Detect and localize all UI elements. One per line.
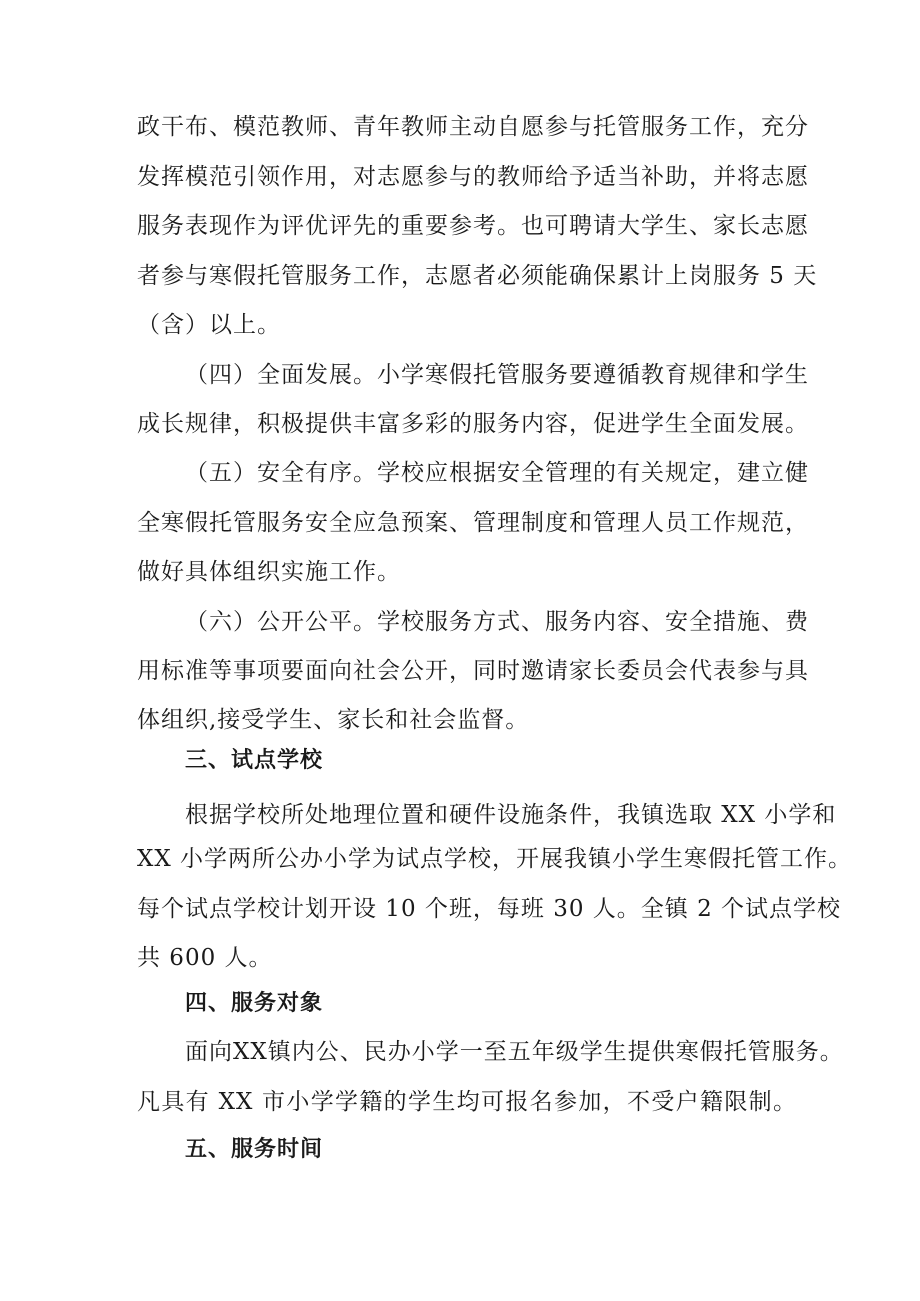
body-line: 服务表现作为评优评先的重要参考。也可聘请大学生、家长志愿 [137,213,809,239]
body-line: 政干布、模范教师、青年教师主动自愿参与托管服务工作，充分 [137,114,809,140]
body-line: XX 小学两所公办小学为试点学校，开展我镇小学生寒假托管工作。 [137,846,853,872]
body-line: （含）以上。 [137,312,281,338]
body-line: 体组织,接受学生、家长和社会监督。 [137,707,530,733]
body-line: 凡具有 XX 市小学学籍的学生均可报名参加，不受户籍限制。 [137,1089,797,1115]
body-line: 每个试点学校计划开设 10 个班，每班 30 人。全镇 2 个试点学校 [137,896,842,922]
body-line: 根据学校所处地理位置和硬件设施条件，我镇选取 XX 小学和 [185,802,837,828]
body-line: 面向XX镇内公、民办小学一至五年级学生提供寒假托管服务。 [185,1039,844,1065]
section-heading-pilot-schools: 三、试点学校 [185,748,324,773]
body-line: 全寒假托管服务安全应急预案、管理制度和管理人员工作规范， [137,510,809,536]
body-line: 成长规律，积极提供丰富多彩的服务内容，促进学生全面发展。 [137,411,809,437]
body-line: 发挥模范引领作用，对志愿参与的教师给予适当补助，并将志愿 [137,164,809,190]
body-line: 做好具体组织实施工作。 [137,559,401,585]
section-heading-service-time: 五、服务时间 [185,1137,324,1162]
paragraph-item-6: （六）公开公平。学校服务方式、服务内容、安全措施、费 [185,609,809,635]
section-heading-service-targets: 四、服务对象 [185,991,324,1016]
body-line: 共 600 人。 [137,945,273,971]
body-line: 者参与寒假托管服务工作，志愿者必须能确保累计上岗服务 5 天 [137,263,818,289]
paragraph-item-5: （五）安全有序。学校应根据安全管理的有关规定，建立健 [185,460,809,486]
body-line: 用标准等事项要面向社会公开，同时邀请家长委员会代表参与具 [137,658,809,684]
paragraph-item-4: （四）全面发展。小学寒假托管服务要遵循教育规律和学生 [185,362,809,388]
